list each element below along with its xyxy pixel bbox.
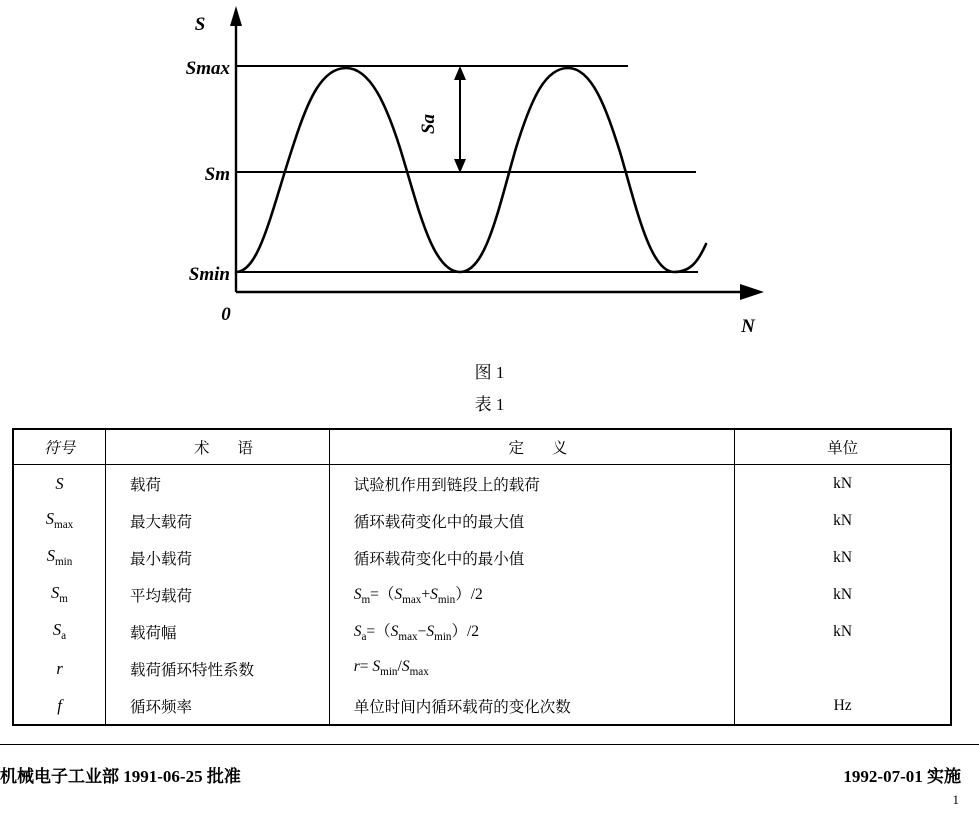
footer-divider <box>0 744 979 745</box>
cell-unit: kN <box>735 576 951 613</box>
header-symbol: 符号 <box>13 429 106 465</box>
y-axis <box>230 6 242 292</box>
cell-unit: kN <box>735 539 951 576</box>
x-axis-label: N <box>741 316 755 337</box>
cell-unit: kN <box>735 502 951 539</box>
origin-label: 0 <box>221 304 231 325</box>
table-row <box>13 465 951 503</box>
table-row <box>13 687 951 725</box>
table-header-row <box>13 429 951 465</box>
cell-symbol: $S_{min}$ <box>13 539 106 576</box>
header-term: 术 语 <box>106 429 330 465</box>
cell-symbol: S <box>13 465 106 503</box>
terms-table <box>12 428 952 726</box>
cell-unit <box>735 650 951 687</box>
cell-definition: $S_m=(S_{max}+S_{min})/2$ <box>329 576 734 613</box>
header-unit: 单位 <box>735 429 951 465</box>
header-definition: 定 义 <box>329 429 734 465</box>
page-number: 1 <box>952 792 959 807</box>
cell-definition: 循环载荷变化中的最小值 <box>329 539 734 576</box>
footer-approval-text: 机械电子工业部 1991-06-25 批准 <box>0 767 241 786</box>
table-row <box>13 613 951 650</box>
cell-symbol: $S_a$ <box>13 613 106 650</box>
table-row <box>13 576 951 613</box>
table-caption: 表 1 <box>474 395 505 414</box>
figure-container <box>0 0 979 345</box>
amplitude-label: Sa <box>418 113 439 135</box>
cell-term: 平均载荷 <box>106 576 330 613</box>
y-axis-label: S <box>194 14 206 35</box>
cell-term: 载荷循环特性系数 <box>106 650 330 687</box>
level-label-max: Smax <box>185 58 230 79</box>
cell-term: 最小载荷 <box>106 539 330 576</box>
cell-symbol: $S_{max}$ <box>13 502 106 539</box>
cell-term: 循环频率 <box>106 687 330 725</box>
table-row <box>13 502 951 539</box>
cell-symbol: f <box>13 687 106 725</box>
cell-term: 最大载荷 <box>106 502 330 539</box>
cell-definition: 单位时间内循环载荷的变化次数 <box>329 687 734 725</box>
load-curve <box>236 68 706 272</box>
cell-unit: Hz <box>735 687 951 725</box>
cell-definition: $r= S_{min}/S_{max}$ <box>329 650 734 687</box>
cell-definition: 循环载荷变化中的最大值 <box>329 502 734 539</box>
figure-caption: 图 1 <box>474 363 505 382</box>
cell-term: 载荷幅 <box>106 613 330 650</box>
cell-unit: kN <box>735 465 951 503</box>
cell-unit: kN <box>735 613 951 650</box>
cell-definition: $S_a=(S_{max}-S_{min})/2$ <box>329 613 734 650</box>
amplitude-arrow <box>454 66 466 173</box>
cell-term: 载荷 <box>106 465 330 503</box>
table-row <box>13 650 951 687</box>
cell-definition: 试验机作用到链段上的载荷 <box>329 465 734 503</box>
cell-symbol: r <box>13 650 106 687</box>
table-row <box>13 539 951 576</box>
level-label-min: Smin <box>188 264 230 285</box>
footer-effective-text: 1992-07-01 实施 <box>843 767 961 786</box>
cell-symbol: $S_m$ <box>13 576 106 613</box>
load-cycle-figure <box>150 0 830 345</box>
level-label-mean: Sm <box>204 164 230 185</box>
x-axis <box>236 284 764 300</box>
